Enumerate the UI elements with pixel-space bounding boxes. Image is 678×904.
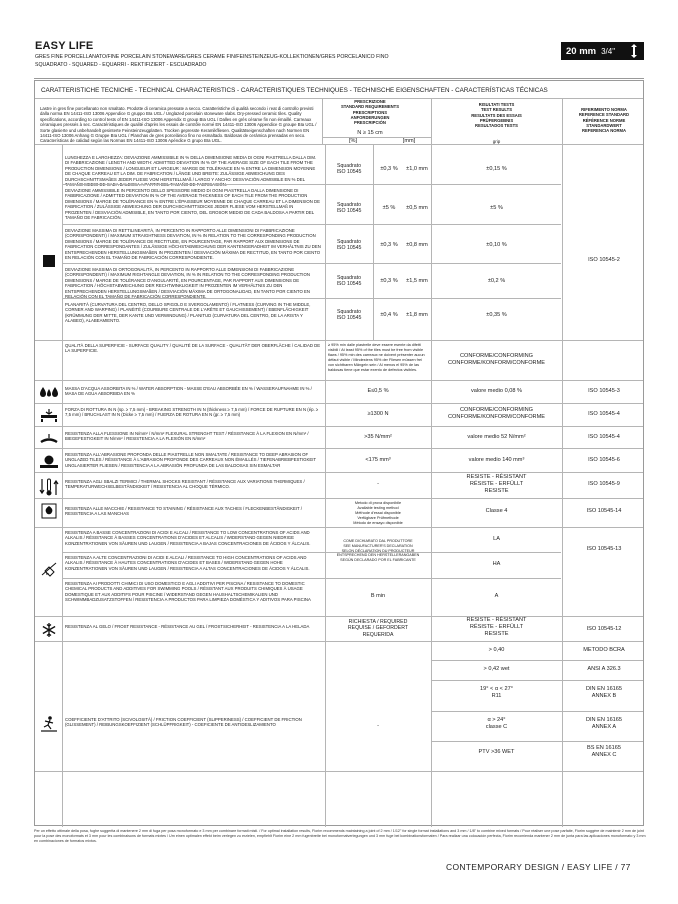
row-frost-std: RICHIESTA / REQUIRED REQUISE / GEFORDERT REQUERIDA (347, 619, 409, 638)
friction-norm-4: DIN EN 16165 ANNEX A (585, 717, 623, 730)
row-thermal-norm: ISO 10545-9 (588, 481, 620, 487)
water-drops-icon (38, 383, 60, 401)
row-flexural-desc: RESISTENZA ALLA FLESSIONE IN N/mm² / N/mm² FLEXURAL STRENGHT TEST / RÉSISTANCE À LA FLEXION EN N/mm² / BIEGEFESTIGKEIT IN N/mm² / RESISTENCIA A LA FLEXIÓN EN N/mm² (65, 431, 309, 442)
col-size: N ≥ 15 cm (357, 130, 383, 136)
row-rightangle-result: ±0,2 % (487, 278, 506, 284)
row-household-std: B min (370, 593, 386, 599)
row-frost-desc: RESISTENZA AL GELO / FROST RESISTANCE - RÉSISTANCE AU GEL / FROSTSICHERHEIT - RESISTENCIA A LA HELADA (65, 624, 310, 629)
col-results-sub: grip (492, 139, 501, 144)
row-rightangle-desc: DEVIAZIONE MASSIMA DI ORTOGONALITÀ, IN PERCENTO IN RAPPORTO ALLE DIMENSIONI DI FABBRICAZIONE (CORRISPONDENTI) / MAXIMUM RIGHTANGLE DEVIATION, IN % IN RELATION TO THE CORRESPONDING PRODUCTION DIMENSIONS / MARGE DE TOLÉRANCE D'ANGULARITÉ, EN POURCENTAGE, PAR RAPPORT AUX DIMENSIONS DE FABRICATION / HÖCHSTABWEICHUNG DER RECHTWINKLIGKEIT IN PROZENTEN IM VERHÄLTNIS ZU DEN ENTSPRECHENDEN HERSTELLUNGSMAßEN / DESVIACIÓN MÁXIMA DE ORTOGONALIDAD, EN TANTO POR CIENTO EN RELACIÓN CON EL TAMAÑO DE FABRICACIÓN CORRESPONDIENTE. (65, 267, 310, 300)
row-thickness-std: Squadrato ISO 10545 (336, 202, 362, 215)
row-flexural-norm: ISO 10545-4 (588, 434, 620, 440)
row-abrasion-norm: ISO 10545-6 (588, 457, 620, 463)
row-thickness-mm: ±0,5 mm (406, 205, 428, 211)
friction-result-4: α > 24° classe C (485, 717, 508, 730)
friction-result-2: > 0,42 wet (483, 666, 510, 672)
row-thermal-result: RESISTE - RÉSISTANT RÉSISTE - ERFÜLLT RESISTE (466, 474, 527, 494)
table-intro: Lastre in gres fine porcellanato non smaltato. Prodotte di ceramica pressate a secco. Caratteristiche di qualità secondo i reat di controllo previsti dalla norma EN 14411-ISO 13006 Appendice G gruppo BIa UGL / Unglazed porcelain stoneware slabs. Dry-pressed ceramic tiles. Quality specifications, according to control tests of EN 14411-ISO 13006 Appendix G group BIa UGL / Dalles en grès cérame fin non émaillé. Carreaux céramiques pressés à sec. Caractéristiques de qualité d'après les essais de contrôle normé EN 14411-ISO 13006 Appendice G groupe BIa UGL / Sorte glasierte und unbehandelt gesinterte Feinsteinzeugplatten. Trocken gepresste Keramikfliesen. Qualitätseigenschaften nach Normen EN 14411-ISO 13006 Anhang G Gruppe BIa UGL / Planchas de gres porcelánico fino no esmaltado. Baldosas de cerámica prensadas en seco. Características de calidad según las Normas EN 14411-ISO 13006 Apéndice G grupo BIa UGL. (40, 106, 317, 144)
row-length-result: ±0,15 % (486, 166, 507, 172)
thickness-inch: 3/4" (601, 46, 616, 56)
row-chemical-std: COME DICHIARATO DAL PRODUTTORE SEE MANUFACTURER'S DECLARATION SELON DÉCLARATION DU PRODUCTEUR ENTSPRECHEND DEN HERSTELLERANGABEN SEGÚN DECLARADO POR EL FABRICANTE (336, 539, 420, 563)
friction-norm-5: BS EN 16165 ANNEX C (587, 745, 621, 758)
row-flexural-result: valore medio 52 N/mm² (467, 434, 526, 440)
chemical-flask-icon (38, 556, 60, 580)
row-flatness-desc: PLANARITÀ (CURVATURA DEL CENTRO, DELLO SPIGOLO E SVERGOLAMENTO) / FLATNESS (CURVING IN THE MIDDLE, CORNER AND WARPING) / PLANÉITÉ (COURBURE CENTRALE DE L'ARÊTE ET GAUCHISSEMENT) / EBENFLÄCHIGKEIT (KRÜMMUNG DER MITTE, DER KANTE UND VERWINDUNG) / PLANITUD (CURVATURA DEL CENTRO, DE LA ARISTA Y ALABEO), ALABEAMIENTO. (65, 302, 311, 324)
abrasion-icon (38, 453, 60, 471)
row-acid-high-result: HA (492, 561, 501, 567)
row-water-std: E≤0,5 % (367, 388, 389, 394)
row-stain-std: Metodo di prova disponibile Available testing method Méthode d'essai disponible Verfügbare Prüfmethode Método de ensayo disponible (353, 501, 403, 525)
page-title: EASY LIFE (35, 40, 94, 52)
row-breaking-norm: ISO 10545-4 (588, 411, 620, 417)
table-title: CARATTERISTICHE TECNICHE - TECHNICAL CHARACTERISTICS - CARACTERISTIQUES TECHNIQUES - TECHNISCHE EIGENSCHAFTEN - CARACTERÍSTICAS TÉCNICAS (41, 87, 548, 94)
row-water-norm: ISO 10545-3 (588, 388, 620, 394)
row-flatness-mm: ±1,8 mm (406, 312, 428, 318)
row-rightangle-std: Squadrato ISO 10545 (336, 275, 362, 288)
snowflake-icon (38, 619, 60, 641)
friction-result-3: 19° < α < 27° R11 (480, 686, 513, 699)
dimensions-norm: ISO 10545-2 (588, 257, 620, 263)
row-surface-result: CONFORME/CONFORMING CONFORME/KONFORM/CONFORME (448, 353, 545, 366)
row-acid-high-desc: RESISTENZA A ALTE CONCENTRAZIONI DI ACIDI E ALCALI / RESISTANCE TO HIGH CONCENTRATIONS OF ACIDS AND ALKALIS / RÉSISTANCE À HAUTES CONCENTRATIONS D'ACIDES ET BASES / WIDERSTAND GEGEN HOHE KONZENTRATIONEN VON SÄUREN UND LAUGEN / RESISTENCIA A ALTAS CONCENTRACIONES DE ÁCIDOS Y ÁLCALIS. (65, 555, 310, 571)
friction-result-5: PTV >36 WET (478, 749, 515, 755)
row-chemical-norm: ISO 10545-13 (586, 546, 622, 552)
row-frost-result: RESISTE - RÉSISTANT RÉSISTE - ERFÜLLT RESISTE (466, 617, 527, 637)
row-length-mm: ±1,0 mm (406, 166, 428, 172)
collection-subtitle: GRES FINE PORCELLANATO/FINE PORCELAIN STONEWARE/GRES CERAME FIN/FEINSTEINZEUG-KOLLEKTIONEN/GRES PORCELANICO FINO (35, 54, 389, 60)
row-abrasion-std: <175 mm³ (365, 457, 391, 463)
friction-result-1: > 0,40 (488, 647, 505, 653)
row-straightness-desc: DEVIAZIONE MASSIMA DI RETTILINEARITÀ, IN PERCENTO IN RAPPORTO ALLE DIMENSIONI DI FABBRICAZIONE (CORRISPONDENTI) / MAXIMUM STRAIGHTNESS DEVIATION, IN % IN RELATION TO THE CORRESPONDING PRODUCTION DIMENSIONS / MARGE DE TOLÉRANCE DE RECTITUDE, EN POURCENTAGE, PAR RAPPORT AUX DIMENSIONS DE FABRICATION CORRESPONDANTES / ZULÄSSIGE HÖCHSTABWEICHUNG DER KANTENGERADHEIT IM VERHÄLTNIS ZU DEN ENTSPRECHENDEN HERSTELLUNGSMAßEN IN PROZENTEN / DESVIACIÓN MÁXIMA DE RECTITUD, EN TANTO POR CIENTO EN RELACIÓN CON EL TAMAÑO DE FABRICACIÓN CORRESPONDIENTE. (65, 228, 321, 261)
row-abrasion-result: valore medio 140 mm³ (468, 457, 525, 463)
friction-norm-3: DIN EN 16165 ANNEX B (585, 686, 623, 699)
friction-norm-2: ANSI A 326.3 (587, 666, 621, 672)
row-thermal-std: - (377, 481, 379, 487)
row-flexural-std: >35 N/mm² (364, 434, 392, 440)
row-thickness-result: ±5 % (490, 205, 503, 211)
row-length-std: Squadrato ISO 10545 (336, 163, 362, 176)
thickness-mm: 20 mm (566, 45, 597, 57)
row-straightness-std: Squadrato ISO 10545 (336, 239, 362, 252)
row-thermal-desc: RESISTENZA AGLI SBALZI TERMICI / THERMAL SHOCKS RESISTANT / RÉSISTANCE AUX VARIATIONS THERMIQUES / TEMPERATURWECHSELBESTÄNDIGKEIT / RESISTENCIA AL CHOQUE TÉRMICO. (65, 479, 305, 490)
flexural-strength-icon (38, 431, 60, 449)
row-household-result: A (494, 593, 499, 599)
row-stain-desc: RESISTENZA ALLE MACCHIE / RESISTANCE TO STAINING / RÉSISTANCE AUX TACHES / FLECKENBESTÄNDIGKEIT / RESISTENCIA A LAS MANCHAS (65, 506, 302, 517)
row-breaking-desc: FORZA DI ROTTURA IN N (sp. ≥ 7,5 mm) - BREAKING STRENGTH IN N (thickness ≥ 7,5 mm) / FORCE DE RUPTURE EN N (ép. ≥ 7,5 mm) / BRUCHLAST IN N (Dicke ≥ 7,5 mm) / FUERZA DE ROTURA EN N (gr. ≥ 7,5 mm) (65, 407, 319, 418)
row-thickness-pct: ±5 % (382, 205, 396, 211)
row-flatness-result: ±0,35 % (486, 312, 507, 318)
row-stain-result: Classe 4 (485, 508, 508, 514)
technical-table (34, 80, 644, 826)
thickness-badge (561, 42, 644, 60)
page-footer: CONTEMPORARY DESIGN / EASY LIFE / 77 (446, 862, 631, 872)
row-thickness-desc: DEVIAZIONE AMMISSIBILE IN PERCENTO DELLO SPESSORE MEDIO DI OGNI PIASTRELLA DALLA DIMENSIONE DI FABBRICAZIONE / ADMITTED DEVIATION IN % OF THE AVERAGE THICKNESS OF EACH TILE FROM THE PRODUCTION DIMENSIONS / MARGE DE TOLÉRANCE EN % ENTRE L'ÉPAISSEUR MOYENNE DE CHAQUE CARREAU ET LA DIMENSION DE FABRICATION / ZULÄSSIGE ABWEICHUNG DER DURCHSCHNITTSDICKE JEDER FLIESE VOM HERSTELLMAß IN PROZENTEN / DESVIACIÓN ADMISIBLE, EN TANTO POR CIENTO, DEL GROSOR MEDIO DE CADA BALDOSA A PARTIR DEL TAMAÑO DE FABRICACIÓN. (65, 188, 321, 221)
row-rightangle-mm: ±1,5 mm (406, 278, 428, 284)
row-household-desc: RESISTENZA AI PRODOTTI CHIMICI DI USO DOMESTICO E AGLI ADDITIVI PER PISCINA / RESISTANCE TO DOMESTIC CHEMICAL PRODUCTS AND ADDITIVES FOR SWIMMING POOLS / RÉSISTANT AUX PRODUITS CHIMIQUES À USAGE DOMESTIQUE ET AUX ADDITIFS POUR PISCINE / WIDERSTAND GEGEN HAUSHALTSCHEMIKALIEN UND SCHWIMMBADZUSATZSTOFFEN / RESISTENCIA A PRODUCTOS PARA LIMPIEZA DOMÉSTICA Y ADITIVOS PARA PISCINA (65, 581, 311, 603)
row-acid-low-desc: RESISTENZA A BASSE CONCENTRAZIONI DI ACIDI E ALCALI / RESISTANCE TO LOW CONCENTRATIONS OF ACIDS AND ALKALIS / RÉSISTANCE À BASSES CONCENTRATIONS D'ACIDES ET ALCALIS / WIDERSTAND GEGEN NIEDRIGE KONZENTRATIONEN VON SÄUREN UND LAUGEN / RESISTENCIA A BAJAS CONCENTRACIONES DE ÁCIDOS Y ÁLCALIS. (65, 530, 311, 546)
col-prescriptions: PRESCRIZIONE STANDARD REQUIREMENTS PRESCRIPTIONS ANFORDERUNGEN PRESCRIPCIÓN (340, 99, 400, 126)
friction-norm-1: METODO BCRA (583, 647, 625, 653)
col-norm: RIFERIMENTO NORMA REFERENCE STANDARD RÉFÉRENCE NORME STANDARDWERT REFERENCIA NORMA (578, 107, 630, 134)
row-friction-desc: COEFFICIENTE D'ATTRITO (SCIVOLOSITÀ) / FRICTION COEFFICIENT (SLIPPERINESS) / COEFFICIENT DE FRICTION (GLISSEMENT) / REIBUNGSKOEFFIZIENT (SCHLÜPFRIGKEIT) - COEFICIENTE DE ANTIDESLIZAMIENTO (65, 717, 302, 728)
row-straightness-pct: ±0,3 % (380, 242, 398, 248)
row-straightness-mm: ±0,8 mm (406, 242, 428, 248)
col-results: RISULTATI TESTS TEST RESULTS RESULTATS DES ESSAIS PRÜFERGEBNIS RESULTADOS TESTS (471, 102, 522, 129)
col-unit-mm: [mm] (402, 138, 416, 144)
row-breaking-result: CONFORME/CONFORMING CONFORME/KONFORM/CONFORME (448, 407, 545, 420)
row-acid-low-result: LA (493, 536, 500, 542)
row-surface-std: ≥ 95% min dalle piastrelle deve essere esente da difetti visibili / At least 95% of the tiles must be free from visible flaws / 95% min des carreaux ne doivent présenter aucun défaut visible / Mindestens 95% der Fliesen müssen frei von sichtbaren Mängeln sein / Al menos el 95% de las baldosas tiene que estar exento de defectos visibles. (328, 343, 425, 372)
row-abrasion-desc: RESISTENZA ALL'ABRASIONE PROFONDA DELLE PIASTRELLE NON SMALTATE / RESISTANCE TO DEEP ABRASION OF UNGLAZED TILES / RÉSISTANCE À L'ABRASION PROFONDE DES CARREAUX NON ÉMAILLÉS / TIEFENABRIEBFESTIGKEIT UNGLASIERTER FLIESEN / RESISTENCIA A LA ABRASIÓN PROFUNDA DE LAS BALDOSAS SIN ESMALTAR (65, 452, 316, 468)
row-straightness-result: ±0,10 % (486, 242, 507, 248)
header-divider (34, 78, 644, 79)
row-water-result: valore medio 0,08 % (471, 388, 522, 394)
breaking-strength-icon (38, 407, 60, 425)
footnote: Per un effetto ottimale della posa, fughe suggerita di mantenere 2 mm di fuga per posa monoformato e 3 mm per combinare formati misti. / For optimal installation results, Fiorim recommends maintaining a joint of 2 mm / 1/12" for single format installations and 3 mm / 1/8" to combine mixed formats / Pour réaliser une pose parfaite, Fiorim suggère de maintenir 2 mm de joint pour la pose des monoformats et 3 mm pour les combinaisons de formats mixtes / Um einen optimalen effekt beim verlegen zu erzielen, empfiehlt Fiorim eine 2 mm fugenbreite bei monoformatverlegungen und 3 mm fuge bei kombinationsformaten / Para realizar una colocación perfecta, Fiorim recomienda mantener 2 mm de junta para las aplicaciones monoformato y 3 mm en combinaciones de formatos mixtos. (34, 829, 646, 843)
row-length-pct: ±0,3 % (380, 166, 398, 172)
stain-icon (38, 501, 60, 521)
row-rightangle-pct: ±0,3 % (380, 278, 398, 284)
row-flatness-std: Squadrato ISO 10545 (336, 309, 362, 322)
row-flatness-pct: ±0,4 % (380, 312, 398, 318)
tile-square-icon (38, 252, 60, 270)
row-surface-desc: QUALITÀ DELLA SUPERFICIE - SURFACE QUALITY / QUALITÉ DE LA SURFACE - QUALITÄT DER OBERFLÄCHE / CALIDAD DE LA SUPERFICIE. (65, 343, 321, 354)
double-arrow-vertical-icon (630, 44, 638, 58)
finish-subtitle: SQUADRATO - SQUARED - EQUARRI - REKTIFIZIERT - ESCUADRADO (35, 62, 207, 68)
row-water-desc: MASSA D'ACQUA ASSORBITA IN % / WATER ABSORPTION - MASSE D'EAU ABSORBÉE EN % / WASSERAUFNAHME IN % / MASA DE AGUA ABSORBIDA EN % (65, 386, 312, 397)
row-breaking-std: ≥1300 N (367, 411, 389, 417)
row-length-desc: LUNGHEZZA E LARGHEZZA: DEVIAZIONE AMMISSIBILE IN % DELLA DIMENSIONE MEDIA DI OGNI PIASTRELLA DALLA DIM. DI FABBRICAZIONE / LENGTH AND WIDTH: ADMITTED DEVIATION IN % OF THE AVERAGE SIZE OF EACH TILE FROM THE PRODUCTION DIMENSIONS / LONGUEUR ET LARGEUR : MARGE DE TOLÉRANCE EN % ENTRE LA DIMENSION MOYENNE DE CHAQUE CARREAU ET LA DIM. DE FABRICATION / LÄNGE UND BREITE: ZULÄSSIGE ABWEICHUNG DES DURCHSCHNITTSMAßES JEDER FLIESE VOM HERSTELLMAß / LARGO Y ANCHO: DESVIACIÓN ADMISIBLE EN % DEL TAMAÑO MEDIO DE CADA BALDOSA A PARTIR DEL TAMAÑO DE FABRICACIÓN. (65, 155, 317, 188)
slip-person-icon (38, 713, 60, 735)
row-stain-norm: ISO 10545-14 (586, 508, 622, 514)
row-frost-norm: ISO 10545-12 (586, 626, 622, 632)
col-unit-pct: [%] (348, 138, 358, 144)
row-friction-std: - (377, 723, 379, 729)
